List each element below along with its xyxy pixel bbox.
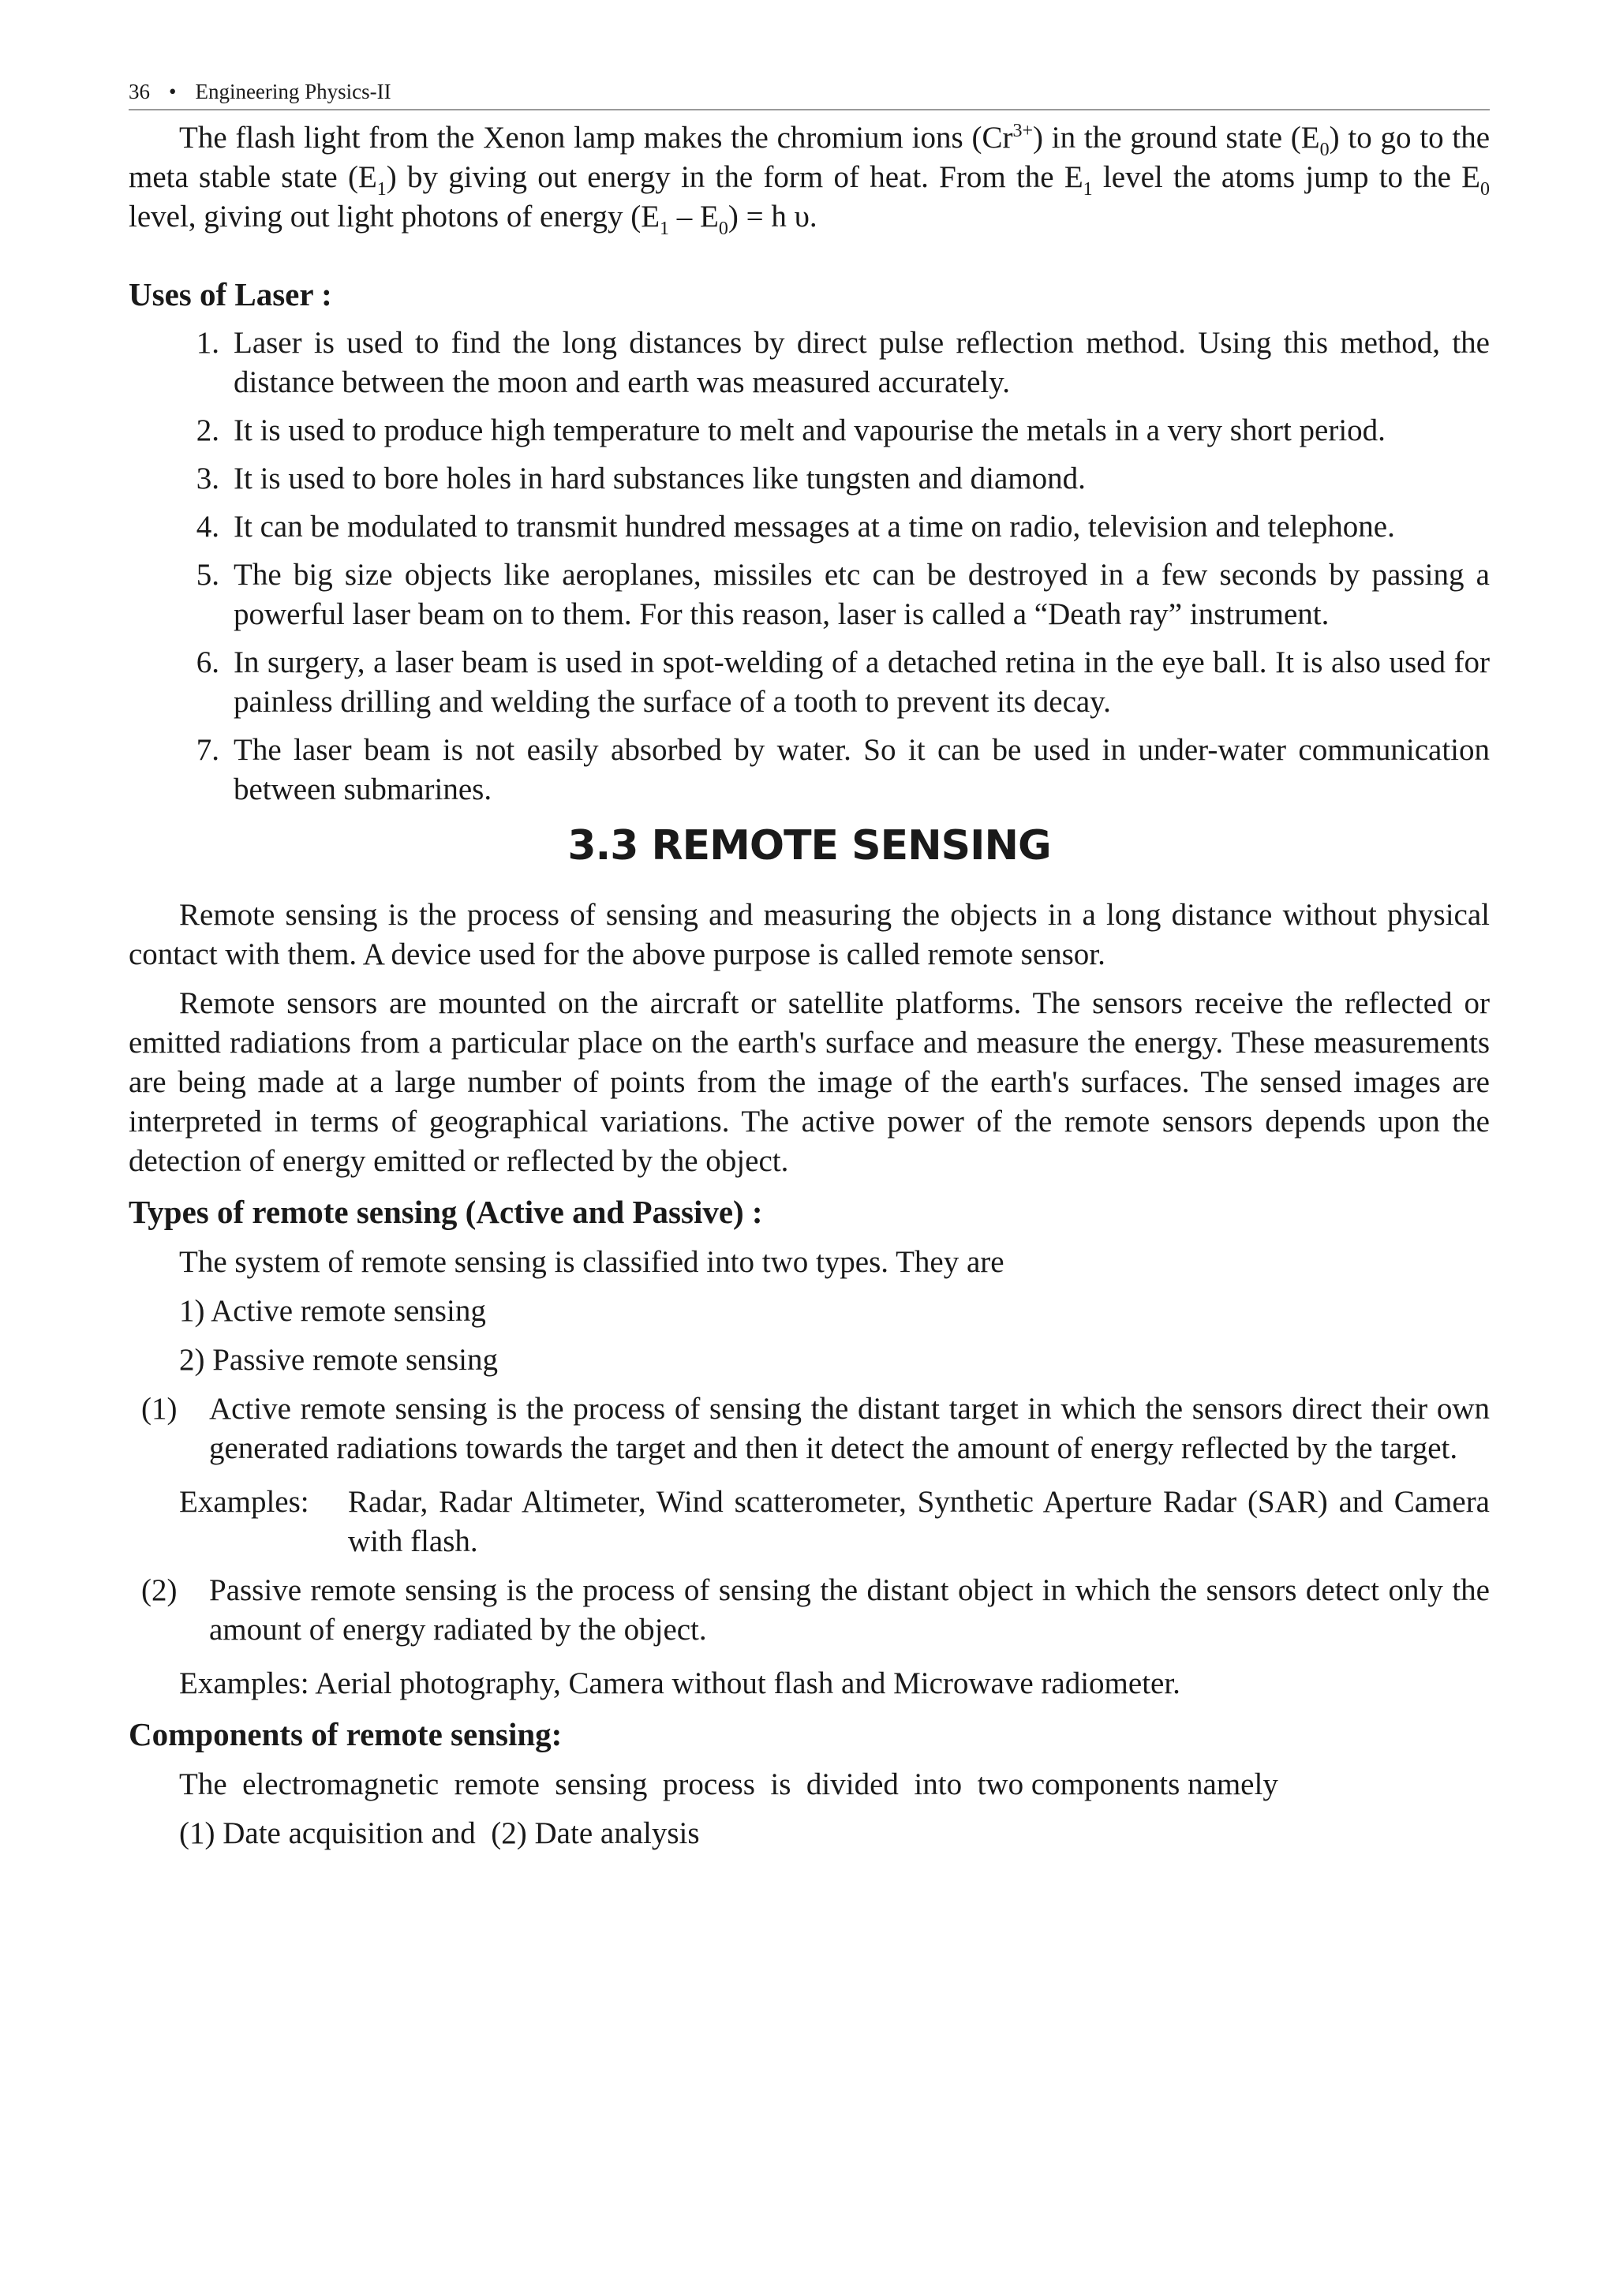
list-item: 6. In surgery, a laser beam is used in spot-welding of a detached retina in the eye ball. It is also used for painless drilling and welding the surface of a tooth to prevent its decay. bbox=[196, 645, 1490, 719]
active-remote-sensing bbox=[129, 1389, 1490, 1468]
remote-sensing-paragraph-1: Remote sensing is the process of sensing and measuring the objects in a long distance without physical contact with them. A device used for the above purpose is called remote sensor. bbox=[129, 898, 1490, 971]
active-examples-label: Examples: bbox=[179, 1485, 309, 1519]
active-description: Active remote sensing is the process of sensing the distant target in which the sensors direct their own generated radiations towards the target and then it detect the amount of energy reflected by the target. bbox=[209, 1392, 1490, 1465]
types-list-item-1: 1) Active remote sensing bbox=[179, 1294, 486, 1328]
uses-list bbox=[129, 323, 1490, 810]
components-list: (1) Date acquisition and (2) Date analysis bbox=[179, 1816, 700, 1850]
page bbox=[129, 76, 1490, 1863]
components-intro: The electromagnetic remote sensing process is divided into two components namely bbox=[179, 1767, 1278, 1801]
passive-remote-sensing bbox=[129, 1571, 1490, 1650]
list-item: 3. It is used to bore holes in hard substances like tungsten and diamond. bbox=[196, 462, 1086, 495]
running-header bbox=[129, 76, 1490, 110]
list-item: 2. It is used to produce high temperature to melt and vapourise the metals in a very short period. bbox=[196, 413, 1386, 447]
uses-heading: Uses of Laser : bbox=[129, 276, 332, 312]
book-title: Engineering Physics-II bbox=[195, 80, 391, 103]
header-bullet: • bbox=[169, 80, 177, 103]
list-item: 7. The laser beam is not easily absorbed by water. So it can be used in under-water communication between submarines. bbox=[196, 733, 1490, 806]
active-number: (1) bbox=[141, 1392, 178, 1426]
types-heading: Types of remote sensing (Active and Passive) : bbox=[129, 1194, 763, 1230]
remote-sensing-paragraph-2: Remote sensors are mounted on the aircraft or satellite platforms. The sensors receive the reflected or emitted radiations from a particular place on the earth's surface and measure the energy. These measurements are being made at a large number of points from the image of the earth's surfaces. The sensed images are interpreted in terms of geographical variations. The active power of the remote sensors depends upon the detection of energy emitted or reflected by the object. bbox=[129, 986, 1490, 1178]
types-list-item-2: 2) Passive remote sensing bbox=[179, 1343, 499, 1377]
section-title: 3.3 REMOTE SENSING bbox=[567, 822, 1051, 869]
passive-number: (2) bbox=[141, 1573, 178, 1607]
active-examples bbox=[129, 1483, 1490, 1561]
list-item: 1. Laser is used to find the long distances by direct pulse reflection method. Using this method, the distance between the moon and earth was measured accurately. bbox=[196, 326, 1490, 399]
passive-examples: Examples: Aerial photography, Camera without flash and Microwave radiometer. bbox=[179, 1666, 1180, 1700]
list-item: 4. It can be modulated to transmit hundred messages at a time on radio, television and telephone. bbox=[196, 510, 1395, 544]
list-item: 5. The big size objects like aeroplanes, missiles etc can be destroyed in a few seconds by passing a powerful laser beam on to them. For this reason, laser is called a “Death ray” instrument. bbox=[196, 558, 1490, 631]
passive-description: Passive remote sensing is the process of sensing the distant object in which the sensors detect only the amount of energy radiated by the object. bbox=[209, 1573, 1490, 1647]
active-examples-text: Radar, Radar Altimeter, Wind scatterometer, Synthetic Aperture Radar (SAR) and Camera with flash. bbox=[348, 1485, 1490, 1558]
components-heading: Components of remote sensing: bbox=[129, 1716, 563, 1752]
types-intro: The system of remote sensing is classified into two types. They are bbox=[179, 1245, 1004, 1279]
page-number: 36 bbox=[129, 80, 150, 103]
intro-paragraph: The flash light from the Xenon lamp makes the chromium ions $(Cr^{3+})$ in the ground state $(E_0)$ to go to the meta stable state $(E_1)$ by giving out energy in the form of heat. From the $E_1$ level the atoms jump to the $E_0$ level, giving out light photons of energy $(E_1 - E_0) = h$ υ. bbox=[129, 121, 1491, 239]
